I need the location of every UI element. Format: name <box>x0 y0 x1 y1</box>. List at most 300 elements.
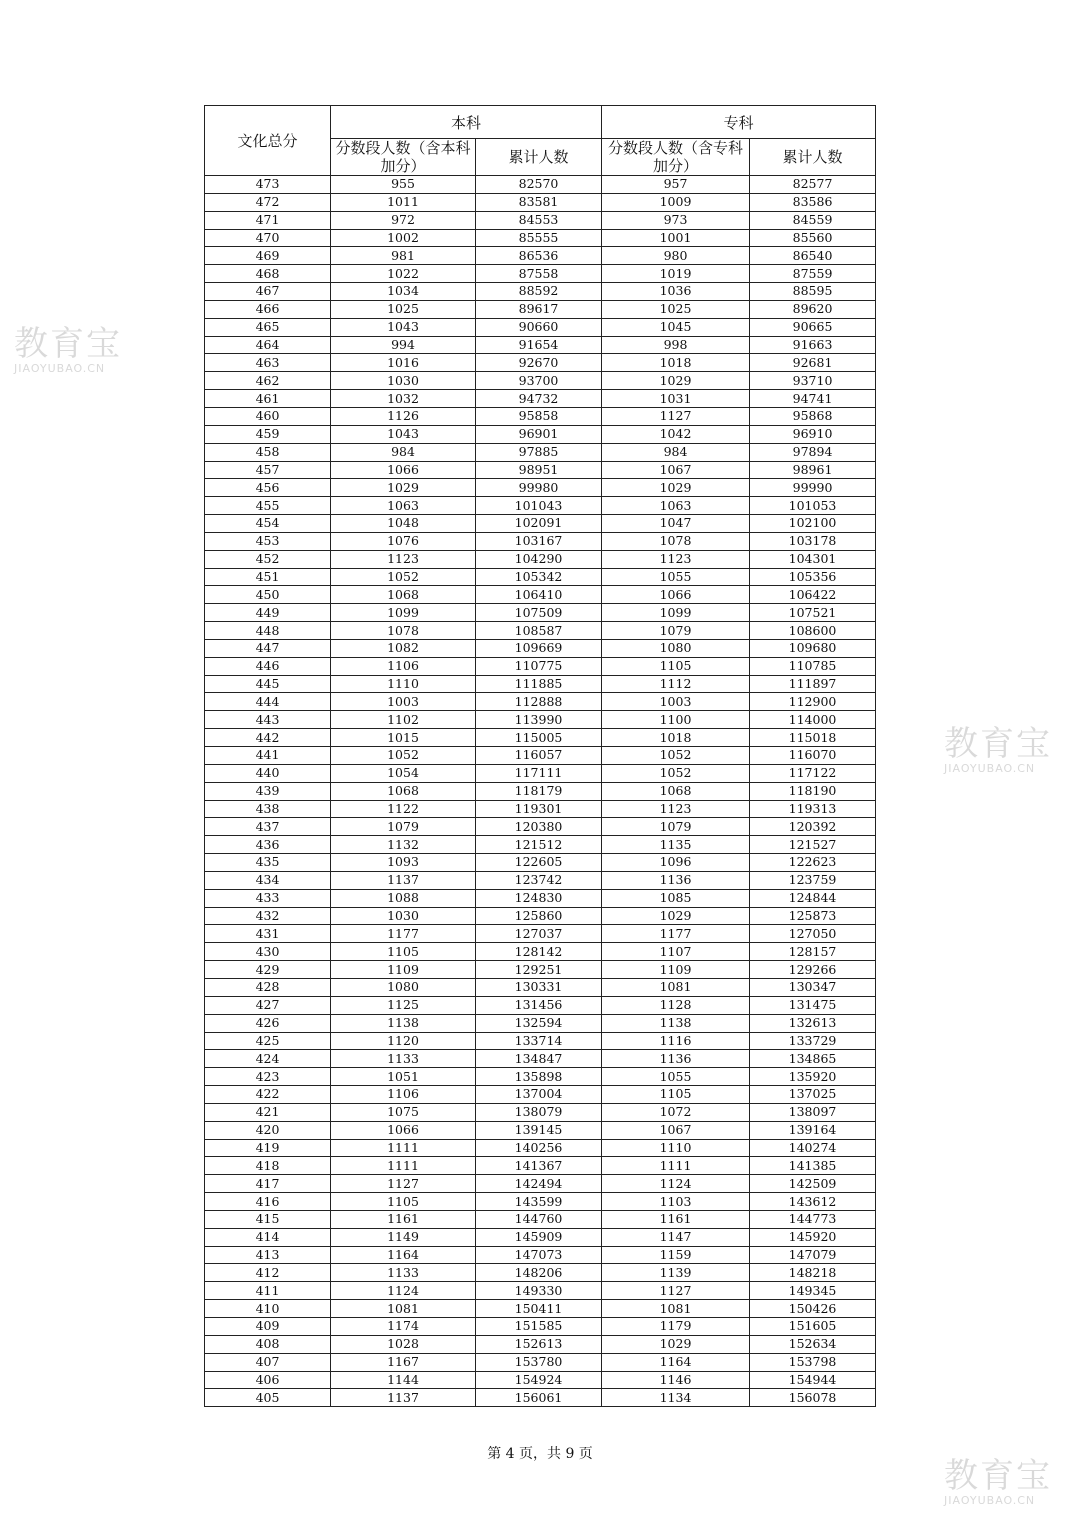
benke-segment-cell: 1106 <box>331 657 476 675</box>
zhuanke-segment-cell: 1019 <box>602 265 750 283</box>
zhuanke-cumulative-cell: 85560 <box>750 229 876 247</box>
table-row <box>205 657 876 675</box>
table-row <box>205 407 876 425</box>
total-score-cell: 424 <box>205 1050 331 1068</box>
benke-segment-cell: 1111 <box>331 1139 476 1157</box>
benke-segment-cell: 1076 <box>331 532 476 550</box>
zhuanke-segment-cell: 1067 <box>602 1121 750 1139</box>
table-row <box>205 1282 876 1300</box>
table-row <box>205 1175 876 1193</box>
total-score-cell: 450 <box>205 586 331 604</box>
header-row-1 <box>205 106 876 139</box>
header-total-score: 文化总分 <box>205 106 331 176</box>
benke-cumulative-cell: 116057 <box>476 747 602 765</box>
table-row <box>205 1210 876 1228</box>
total-score-cell: 462 <box>205 372 331 390</box>
total-score-cell: 428 <box>205 978 331 996</box>
benke-cumulative-cell: 86536 <box>476 247 602 265</box>
total-score-cell: 460 <box>205 407 331 425</box>
zhuanke-cumulative-cell: 138097 <box>750 1103 876 1121</box>
total-score-cell: 430 <box>205 943 331 961</box>
benke-cumulative-cell: 122605 <box>476 854 602 872</box>
benke-segment-cell: 1110 <box>331 675 476 693</box>
benke-cumulative-cell: 121512 <box>476 836 602 854</box>
zhuanke-cumulative-cell: 120392 <box>750 818 876 836</box>
zhuanke-segment-cell: 1123 <box>602 800 750 818</box>
benke-segment-cell: 1088 <box>331 889 476 907</box>
zhuanke-cumulative-cell: 108600 <box>750 622 876 640</box>
zhuanke-cumulative-cell: 104301 <box>750 550 876 568</box>
table-row <box>205 1050 876 1068</box>
benke-segment-cell: 1109 <box>331 961 476 979</box>
benke-cumulative-cell: 111885 <box>476 675 602 693</box>
benke-cumulative-cell: 112888 <box>476 693 602 711</box>
zhuanke-segment-cell: 1036 <box>602 283 750 301</box>
total-score-cell: 455 <box>205 497 331 515</box>
table-row <box>205 604 876 622</box>
zhuanke-segment-cell: 1159 <box>602 1246 750 1264</box>
total-score-cell: 466 <box>205 300 331 318</box>
zhuanke-segment-cell: 1128 <box>602 996 750 1014</box>
total-score-cell: 461 <box>205 390 331 408</box>
zhuanke-segment-cell: 1136 <box>602 871 750 889</box>
total-score-cell: 456 <box>205 479 331 497</box>
benke-segment-cell: 1043 <box>331 318 476 336</box>
zhuanke-segment-cell: 1029 <box>602 479 750 497</box>
zhuanke-cumulative-cell: 151605 <box>750 1318 876 1336</box>
zhuanke-segment-cell: 1127 <box>602 1282 750 1300</box>
zhuanke-segment-cell: 1047 <box>602 515 750 533</box>
benke-segment-cell: 1030 <box>331 372 476 390</box>
benke-cumulative-cell: 140256 <box>476 1139 602 1157</box>
benke-segment-cell: 1068 <box>331 782 476 800</box>
benke-cumulative-cell: 131456 <box>476 996 602 1014</box>
zhuanke-cumulative-cell: 152634 <box>750 1335 876 1353</box>
table-row <box>205 1335 876 1353</box>
table-row <box>205 675 876 693</box>
total-score-cell: 410 <box>205 1300 331 1318</box>
table-row <box>205 764 876 782</box>
benke-cumulative-cell: 135898 <box>476 1068 602 1086</box>
zhuanke-segment-cell: 1018 <box>602 729 750 747</box>
zhuanke-cumulative-cell: 133729 <box>750 1032 876 1050</box>
total-score-cell: 468 <box>205 265 331 283</box>
zhuanke-segment-cell: 1105 <box>602 657 750 675</box>
table-row <box>205 1353 876 1371</box>
table-row <box>205 1139 876 1157</box>
benke-cumulative-cell: 123742 <box>476 871 602 889</box>
zhuanke-cumulative-cell: 141385 <box>750 1157 876 1175</box>
zhuanke-cumulative-cell: 150426 <box>750 1300 876 1318</box>
zhuanke-cumulative-cell: 117122 <box>750 764 876 782</box>
benke-segment-cell: 1126 <box>331 407 476 425</box>
table-row <box>205 889 876 907</box>
table-row <box>205 961 876 979</box>
table-row <box>205 372 876 390</box>
table-row <box>205 871 876 889</box>
benke-segment-cell: 1177 <box>331 925 476 943</box>
benke-segment-cell: 1125 <box>331 996 476 1014</box>
benke-cumulative-cell: 93700 <box>476 372 602 390</box>
benke-segment-cell: 1081 <box>331 1300 476 1318</box>
benke-segment-cell: 1003 <box>331 693 476 711</box>
zhuanke-cumulative-cell: 103178 <box>750 532 876 550</box>
zhuanke-cumulative-cell: 96910 <box>750 425 876 443</box>
benke-segment-cell: 1078 <box>331 622 476 640</box>
benke-cumulative-cell: 132594 <box>476 1014 602 1032</box>
watermark-logo <box>944 726 1052 775</box>
table-row <box>205 925 876 943</box>
zhuanke-segment-cell: 1107 <box>602 943 750 961</box>
zhuanke-segment-cell: 1135 <box>602 836 750 854</box>
zhuanke-cumulative-cell: 147079 <box>750 1246 876 1264</box>
benke-cumulative-cell: 103167 <box>476 532 602 550</box>
table-body <box>205 176 876 1407</box>
zhuanke-cumulative-cell: 127050 <box>750 925 876 943</box>
total-score-cell: 419 <box>205 1139 331 1157</box>
zhuanke-cumulative-cell: 110785 <box>750 657 876 675</box>
benke-cumulative-cell: 129251 <box>476 961 602 979</box>
benke-cumulative-cell: 137004 <box>476 1086 602 1104</box>
total-score-cell: 407 <box>205 1353 331 1371</box>
zhuanke-cumulative-cell: 112900 <box>750 693 876 711</box>
benke-cumulative-cell: 127037 <box>476 925 602 943</box>
benke-cumulative-cell: 91654 <box>476 336 602 354</box>
table-row <box>205 176 876 194</box>
benke-segment-cell: 1120 <box>331 1032 476 1050</box>
watermark-url: JIAOYUBAO.CN <box>944 1494 1036 1507</box>
header-benke-segment: 分数段人数（含本科加分） <box>331 139 476 176</box>
benke-segment-cell: 984 <box>331 443 476 461</box>
total-score-cell: 452 <box>205 550 331 568</box>
header-benke: 本科 <box>331 106 602 139</box>
table-row <box>205 943 876 961</box>
total-score-cell: 412 <box>205 1264 331 1282</box>
zhuanke-segment-cell: 1001 <box>602 229 750 247</box>
benke-cumulative-cell: 151585 <box>476 1318 602 1336</box>
table-row <box>205 354 876 372</box>
benke-cumulative-cell: 105342 <box>476 568 602 586</box>
table-row <box>205 622 876 640</box>
table-row <box>205 907 876 925</box>
table-row <box>205 300 876 318</box>
benke-segment-cell: 1099 <box>331 604 476 622</box>
zhuanke-cumulative-cell: 95868 <box>750 407 876 425</box>
total-score-cell: 473 <box>205 176 331 194</box>
benke-cumulative-cell: 128142 <box>476 943 602 961</box>
total-score-cell: 415 <box>205 1210 331 1228</box>
benke-segment-cell: 1054 <box>331 764 476 782</box>
zhuanke-cumulative-cell: 94741 <box>750 390 876 408</box>
total-score-cell: 463 <box>205 354 331 372</box>
benke-cumulative-cell: 150411 <box>476 1300 602 1318</box>
benke-segment-cell: 1048 <box>331 515 476 533</box>
total-score-cell: 445 <box>205 675 331 693</box>
benke-cumulative-cell: 118179 <box>476 782 602 800</box>
total-score-cell: 441 <box>205 747 331 765</box>
benke-segment-cell: 1028 <box>331 1335 476 1353</box>
total-score-cell: 420 <box>205 1121 331 1139</box>
score-table <box>204 105 876 1407</box>
zhuanke-segment-cell: 1134 <box>602 1389 750 1407</box>
zhuanke-segment-cell: 1124 <box>602 1175 750 1193</box>
total-score-cell: 470 <box>205 229 331 247</box>
table-row <box>205 1103 876 1121</box>
table-row <box>205 1228 876 1246</box>
total-score-cell: 408 <box>205 1335 331 1353</box>
benke-cumulative-cell: 115005 <box>476 729 602 747</box>
total-score-cell: 464 <box>205 336 331 354</box>
zhuanke-cumulative-cell: 135920 <box>750 1068 876 1086</box>
table-row <box>205 532 876 550</box>
table-row <box>205 283 876 301</box>
zhuanke-cumulative-cell: 92681 <box>750 354 876 372</box>
zhuanke-segment-cell: 1127 <box>602 407 750 425</box>
zhuanke-cumulative-cell: 129266 <box>750 961 876 979</box>
benke-cumulative-cell: 90660 <box>476 318 602 336</box>
benke-segment-cell: 1034 <box>331 283 476 301</box>
zhuanke-segment-cell: 1003 <box>602 693 750 711</box>
total-score-cell: 405 <box>205 1389 331 1407</box>
zhuanke-segment-cell: 1123 <box>602 550 750 568</box>
benke-segment-cell: 1002 <box>331 229 476 247</box>
benke-segment-cell: 1127 <box>331 1175 476 1193</box>
benke-cumulative-cell: 106410 <box>476 586 602 604</box>
header-benke-cumulative: 累计人数 <box>476 139 602 176</box>
total-score-cell: 447 <box>205 639 331 657</box>
benke-segment-cell: 1066 <box>331 1121 476 1139</box>
total-score-cell: 427 <box>205 996 331 1014</box>
benke-cumulative-cell: 95858 <box>476 407 602 425</box>
zhuanke-segment-cell: 1078 <box>602 532 750 550</box>
watermark-url: JIAOYUBAO.CN <box>14 362 106 375</box>
benke-segment-cell: 1149 <box>331 1228 476 1246</box>
zhuanke-cumulative-cell: 88595 <box>750 283 876 301</box>
total-score-cell: 417 <box>205 1175 331 1193</box>
benke-cumulative-cell: 110775 <box>476 657 602 675</box>
table-row <box>205 443 876 461</box>
benke-segment-cell: 972 <box>331 211 476 229</box>
zhuanke-cumulative-cell: 83586 <box>750 193 876 211</box>
total-score-cell: 413 <box>205 1246 331 1264</box>
table-row <box>205 782 876 800</box>
total-score-cell: 414 <box>205 1228 331 1246</box>
zhuanke-cumulative-cell: 148218 <box>750 1264 876 1282</box>
zhuanke-cumulative-cell: 93710 <box>750 372 876 390</box>
benke-segment-cell: 955 <box>331 176 476 194</box>
zhuanke-segment-cell: 984 <box>602 443 750 461</box>
total-score-cell: 469 <box>205 247 331 265</box>
table-row <box>205 586 876 604</box>
benke-cumulative-cell: 138079 <box>476 1103 602 1121</box>
benke-cumulative-cell: 94732 <box>476 390 602 408</box>
benke-cumulative-cell: 108587 <box>476 622 602 640</box>
watermark-url: JIAOYUBAO.CN <box>944 762 1036 775</box>
header-zhuanke-cumulative: 累计人数 <box>750 139 876 176</box>
zhuanke-segment-cell: 1164 <box>602 1353 750 1371</box>
zhuanke-segment-cell: 1103 <box>602 1193 750 1211</box>
zhuanke-cumulative-cell: 139164 <box>750 1121 876 1139</box>
total-score-cell: 442 <box>205 729 331 747</box>
zhuanke-cumulative-cell: 98961 <box>750 461 876 479</box>
benke-cumulative-cell: 142494 <box>476 1175 602 1193</box>
benke-segment-cell: 1122 <box>331 800 476 818</box>
total-score-cell: 438 <box>205 800 331 818</box>
zhuanke-segment-cell: 1081 <box>602 1300 750 1318</box>
benke-segment-cell: 1080 <box>331 978 476 996</box>
table-row <box>205 978 876 996</box>
zhuanke-segment-cell: 1116 <box>602 1032 750 1050</box>
table-row <box>205 550 876 568</box>
total-score-cell: 448 <box>205 622 331 640</box>
table-row <box>205 479 876 497</box>
benke-cumulative-cell: 97885 <box>476 443 602 461</box>
zhuanke-segment-cell: 1136 <box>602 1050 750 1068</box>
benke-cumulative-cell: 147073 <box>476 1246 602 1264</box>
benke-segment-cell: 1025 <box>331 300 476 318</box>
zhuanke-cumulative-cell: 87559 <box>750 265 876 283</box>
table-row <box>205 318 876 336</box>
table-row <box>205 390 876 408</box>
benke-segment-cell: 1011 <box>331 193 476 211</box>
zhuanke-cumulative-cell: 107521 <box>750 604 876 622</box>
total-score-cell: 434 <box>205 871 331 889</box>
benke-segment-cell: 1167 <box>331 1353 476 1371</box>
zhuanke-segment-cell: 1029 <box>602 372 750 390</box>
zhuanke-segment-cell: 1096 <box>602 854 750 872</box>
table-row <box>205 729 876 747</box>
table-row <box>205 818 876 836</box>
benke-segment-cell: 1105 <box>331 943 476 961</box>
total-score-cell: 465 <box>205 318 331 336</box>
table-row <box>205 836 876 854</box>
benke-segment-cell: 1137 <box>331 1389 476 1407</box>
total-score-cell: 437 <box>205 818 331 836</box>
total-score-cell: 432 <box>205 907 331 925</box>
total-score-cell: 431 <box>205 925 331 943</box>
benke-cumulative-cell: 109669 <box>476 639 602 657</box>
benke-segment-cell: 1111 <box>331 1157 476 1175</box>
table-row <box>205 1300 876 1318</box>
table-row <box>205 711 876 729</box>
benke-cumulative-cell: 152613 <box>476 1335 602 1353</box>
total-score-cell: 409 <box>205 1318 331 1336</box>
benke-cumulative-cell: 107509 <box>476 604 602 622</box>
benke-cumulative-cell: 98951 <box>476 461 602 479</box>
zhuanke-segment-cell: 1110 <box>602 1139 750 1157</box>
watermark-brand: 教育宝 <box>944 724 1052 764</box>
benke-segment-cell: 1082 <box>331 639 476 657</box>
zhuanke-cumulative-cell: 130347 <box>750 978 876 996</box>
benke-segment-cell: 994 <box>331 336 476 354</box>
benke-segment-cell: 1043 <box>331 425 476 443</box>
zhuanke-segment-cell: 1147 <box>602 1228 750 1246</box>
benke-segment-cell: 1029 <box>331 479 476 497</box>
table-row <box>205 747 876 765</box>
zhuanke-cumulative-cell: 124844 <box>750 889 876 907</box>
zhuanke-cumulative-cell: 121527 <box>750 836 876 854</box>
table-row <box>205 1318 876 1336</box>
table-row <box>205 1157 876 1175</box>
zhuanke-segment-cell: 1109 <box>602 961 750 979</box>
zhuanke-cumulative-cell: 137025 <box>750 1086 876 1104</box>
zhuanke-cumulative-cell: 131475 <box>750 996 876 1014</box>
table-row <box>205 461 876 479</box>
benke-segment-cell: 1052 <box>331 747 476 765</box>
benke-segment-cell: 1123 <box>331 550 476 568</box>
zhuanke-cumulative-cell: 99990 <box>750 479 876 497</box>
zhuanke-cumulative-cell: 97894 <box>750 443 876 461</box>
table-row <box>205 568 876 586</box>
benke-cumulative-cell: 130331 <box>476 978 602 996</box>
zhuanke-segment-cell: 1025 <box>602 300 750 318</box>
zhuanke-segment-cell: 1111 <box>602 1157 750 1175</box>
table-row <box>205 1014 876 1032</box>
zhuanke-segment-cell: 1009 <box>602 193 750 211</box>
benke-segment-cell: 1016 <box>331 354 476 372</box>
total-score-cell: 418 <box>205 1157 331 1175</box>
benke-segment-cell: 1032 <box>331 390 476 408</box>
benke-segment-cell: 1161 <box>331 1210 476 1228</box>
benke-cumulative-cell: 84553 <box>476 211 602 229</box>
total-score-cell: 422 <box>205 1086 331 1104</box>
zhuanke-segment-cell: 1029 <box>602 907 750 925</box>
table-row <box>205 1032 876 1050</box>
zhuanke-segment-cell: 1085 <box>602 889 750 907</box>
table-row <box>205 1264 876 1282</box>
benke-cumulative-cell: 113990 <box>476 711 602 729</box>
total-score-cell: 439 <box>205 782 331 800</box>
total-score-cell: 423 <box>205 1068 331 1086</box>
zhuanke-cumulative-cell: 91663 <box>750 336 876 354</box>
total-score-cell: 457 <box>205 461 331 479</box>
zhuanke-cumulative-cell: 134865 <box>750 1050 876 1068</box>
benke-cumulative-cell: 156061 <box>476 1389 602 1407</box>
total-score-cell: 436 <box>205 836 331 854</box>
zhuanke-cumulative-cell: 153798 <box>750 1353 876 1371</box>
zhuanke-segment-cell: 1052 <box>602 747 750 765</box>
total-score-cell: 406 <box>205 1371 331 1389</box>
total-score-cell: 433 <box>205 889 331 907</box>
total-score-cell: 444 <box>205 693 331 711</box>
total-score-cell: 446 <box>205 657 331 675</box>
benke-segment-cell: 1066 <box>331 461 476 479</box>
zhuanke-cumulative-cell: 123759 <box>750 871 876 889</box>
table-row <box>205 1389 876 1407</box>
benke-segment-cell: 1138 <box>331 1014 476 1032</box>
zhuanke-segment-cell: 1052 <box>602 764 750 782</box>
table-row <box>205 996 876 1014</box>
zhuanke-cumulative-cell: 149345 <box>750 1282 876 1300</box>
benke-cumulative-cell: 102091 <box>476 515 602 533</box>
benke-segment-cell: 1063 <box>331 497 476 515</box>
watermark-brand: 教育宝 <box>944 1456 1052 1496</box>
benke-segment-cell: 1164 <box>331 1246 476 1264</box>
total-score-cell: 425 <box>205 1032 331 1050</box>
total-score-cell: 459 <box>205 425 331 443</box>
benke-segment-cell: 1068 <box>331 586 476 604</box>
total-score-cell: 454 <box>205 515 331 533</box>
table-row <box>205 515 876 533</box>
zhuanke-segment-cell: 973 <box>602 211 750 229</box>
total-score-cell: 451 <box>205 568 331 586</box>
zhuanke-cumulative-cell: 119313 <box>750 800 876 818</box>
total-score-cell: 429 <box>205 961 331 979</box>
benke-segment-cell: 981 <box>331 247 476 265</box>
table-row <box>205 693 876 711</box>
zhuanke-segment-cell: 1055 <box>602 1068 750 1086</box>
zhuanke-cumulative-cell: 82577 <box>750 176 876 194</box>
